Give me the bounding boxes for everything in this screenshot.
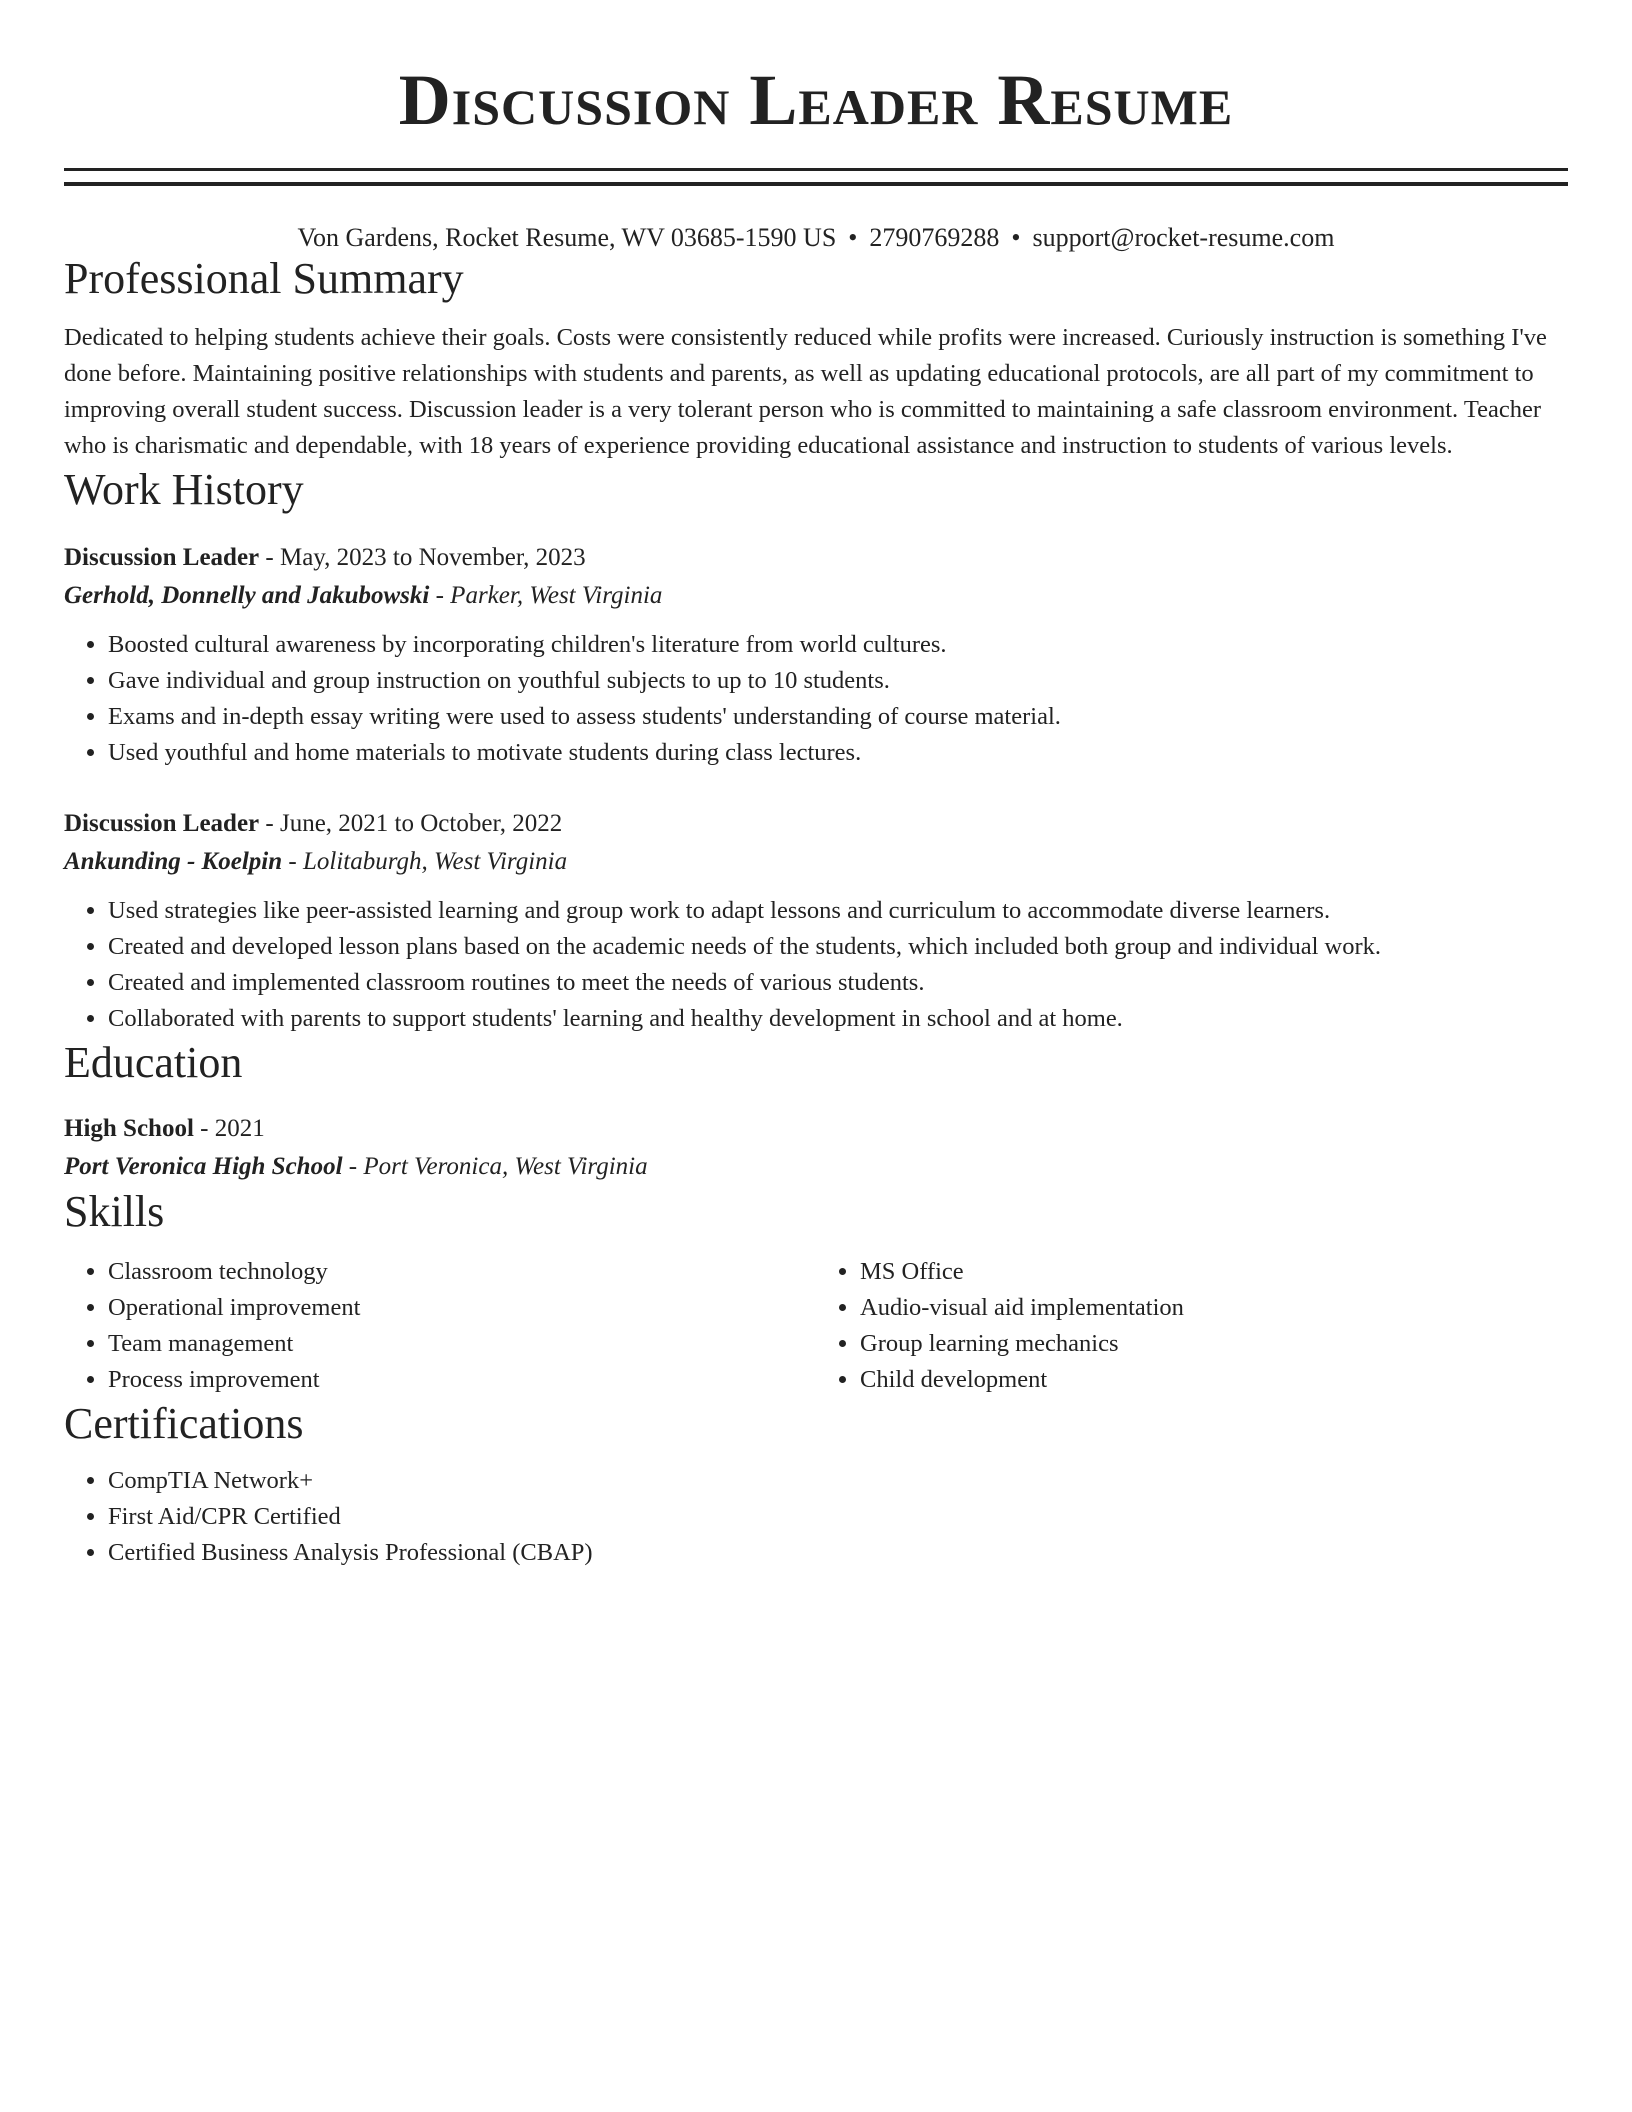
contact-phone: 2790769288 [869,223,1000,252]
list-item: • Exams and in-depth essay writing were used to assess students' understanding of course material. [108,699,1568,735]
contact-address: Von Gardens, Rocket Resume, WV 03685-1590 US [297,223,837,252]
education-location: - Port Veronica, West Virginia [342,1152,648,1180]
contact-email: support@rocket-resume.com [1032,223,1335,252]
job-company: Ankunding - Koelpin [64,847,283,875]
list-item: • MS Office [860,1254,1568,1290]
list-item: • Audio-visual aid implementation [860,1290,1568,1326]
job-title: Discussion Leader [64,809,260,837]
education-year: - 2021 [193,1114,265,1142]
job-dates: - June, 2021 to October, 2022 [259,809,563,837]
list-item: • Used youthful and home materials to motivate students during class lectures. [108,735,1568,771]
list-item: • Created and developed lesson plans based on the academic needs of the students, which included both group and individual work. [108,929,1568,965]
job-title-line [64,805,1568,843]
skills-columns [64,1254,1568,1398]
certifications-list [64,1463,1568,1571]
list-item: • Used strategies like peer-assisted learning and group work to adapt lessons and curriculum to accommodate diverse learners. [108,893,1568,929]
summary-text: Dedicated to helping students achieve their goals. Costs were consistently reduced while profits were increased. Curiously instruction is something I've done before. Maintaining positive relationships with students and parents, as well as updating educational protocols, are all part of my commitment to improving overall student success. Discussion leader is a very tolerant person who is committed to maintaining a safe classroom environment. Teacher who is charismatic and dependable, with 18 years of experience providing educational assistance and instruction to students of various levels. [64,323,1547,459]
skills-heading: Skills [64,1186,165,1236]
contact-line [64,222,1568,253]
work-history-heading: Work History [64,464,304,514]
list-item: • Collaborated with parents to support students' learning and healthy development in school and at home. [108,1001,1568,1037]
skills-right-list [816,1254,1568,1398]
list-item: • Operational improvement [108,1290,816,1326]
list-item: • Classroom technology [108,1254,816,1290]
list-item: • Team management [108,1326,816,1362]
contact-separator: • [1011,223,1021,252]
education-entry [64,1110,1568,1186]
job-title: Discussion Leader [64,543,260,571]
skills-left-list [64,1254,816,1398]
job-title-line [64,539,1568,577]
job-bullets [64,627,1568,771]
list-item: • Gave individual and group instruction on youthful subjects to up to 10 students. [108,663,1568,699]
title-double-rule [64,168,1568,186]
certifications-heading: Certifications [64,1399,304,1449]
list-item: • Created and implemented classroom routines to meet the needs of various students. [108,965,1568,1001]
list-item: • Process improvement [108,1362,816,1398]
list-item: • Group learning mechanics [860,1326,1568,1362]
job-location: - Parker, West Virginia [429,581,663,609]
job-location: - Lolitaburgh, West Virginia [282,847,568,875]
list-item: • First Aid/CPR Certified [108,1499,1568,1535]
job-entry [64,805,1568,1037]
job-company: Gerhold, Donnelly and Jakubowski [64,581,430,609]
list-item: • Boosted cultural awareness by incorporating children's literature from world cultures. [108,627,1568,663]
job-company-line [64,843,1568,881]
resume-title: Discussion Leader Resume [398,60,1234,140]
education-degree: High School [64,1114,194,1142]
job-entry [64,539,1568,771]
education-heading: Education [64,1037,243,1087]
summary-heading: Professional Summary [64,254,464,304]
contact-separator: • [848,223,858,252]
education-school: Port Veronica High School [64,1152,343,1180]
list-item: • Certified Business Analysis Professional (CBAP) [108,1535,1568,1571]
list-item: • CompTIA Network+ [108,1463,1568,1499]
job-company-line [64,577,1568,615]
education-school-line [64,1148,1568,1186]
job-bullets [64,893,1568,1037]
job-dates: - May, 2023 to November, 2023 [259,543,586,571]
education-degree-line [64,1110,1568,1148]
list-item: • Child development [860,1362,1568,1398]
